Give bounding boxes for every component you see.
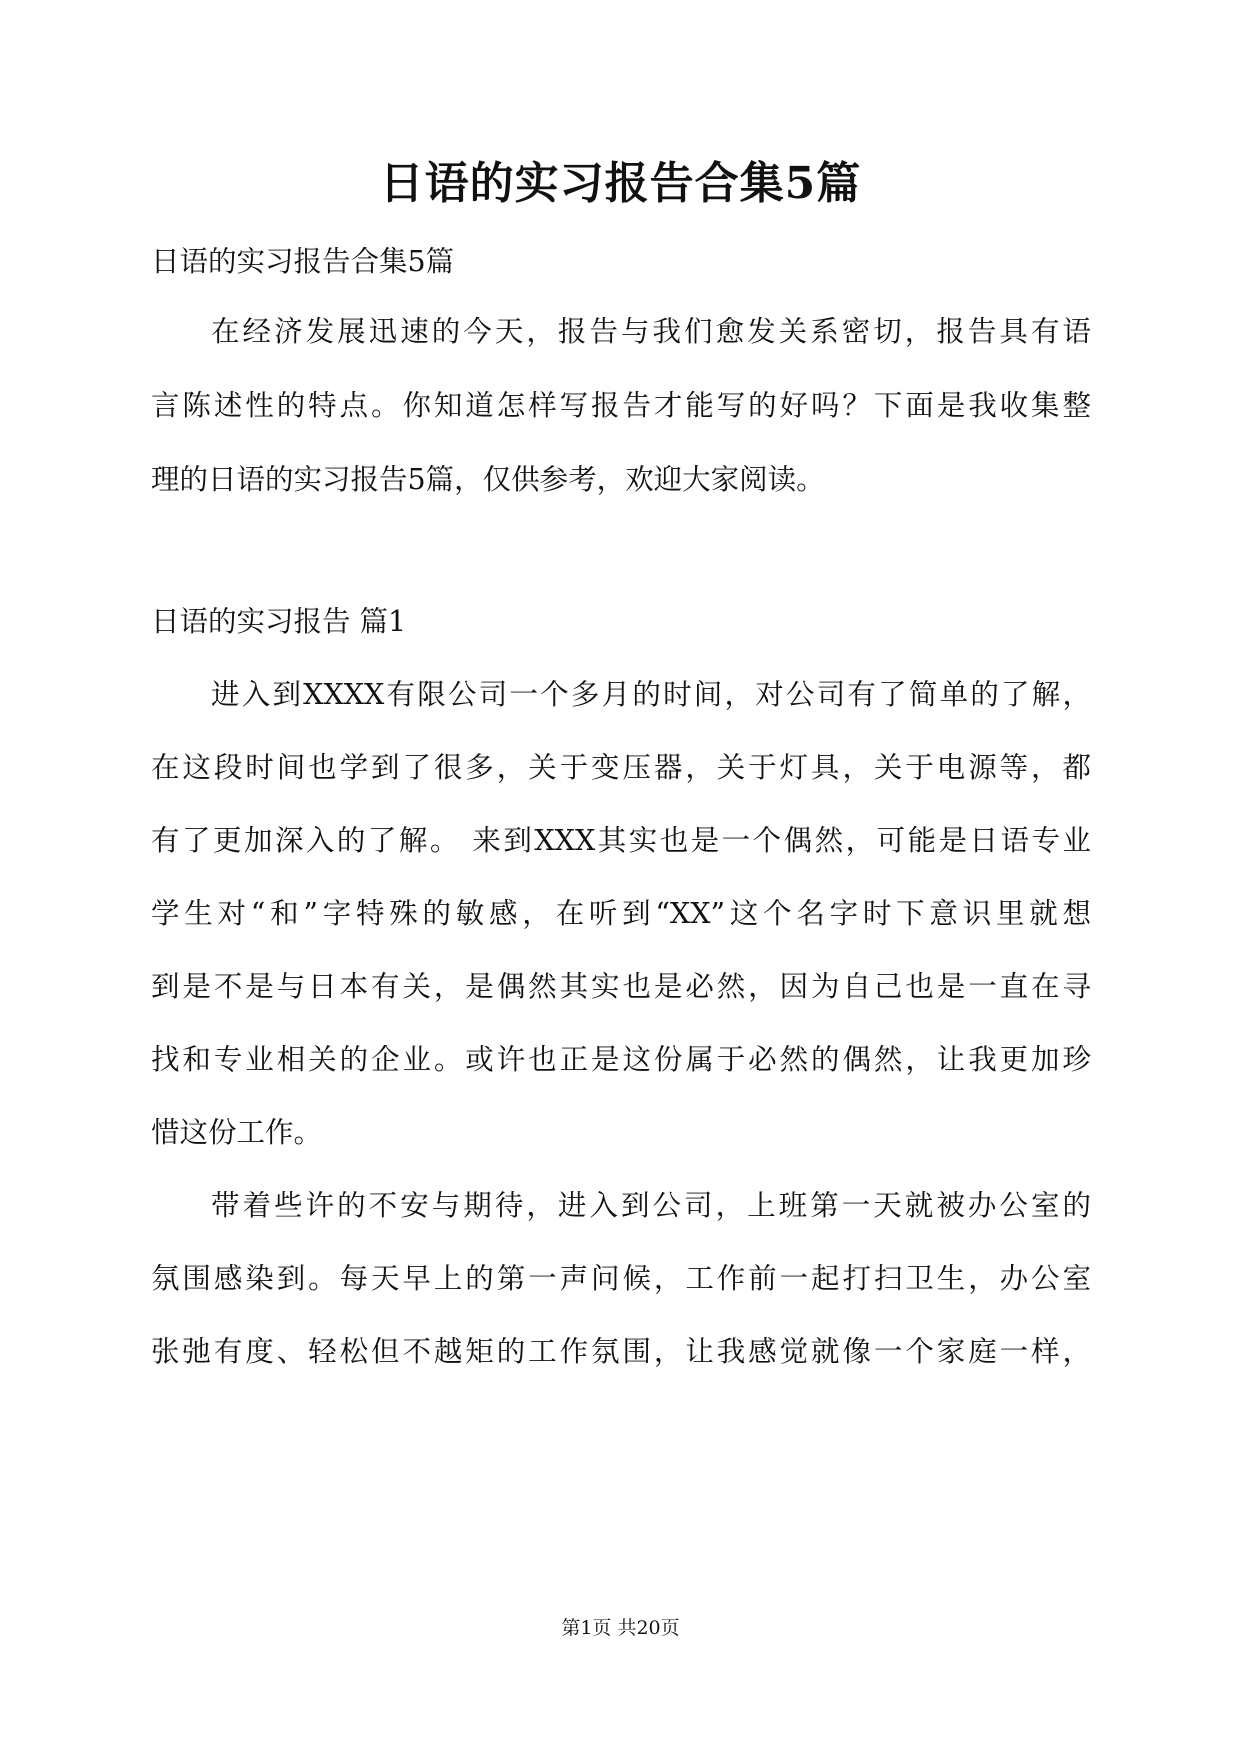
paragraph-line: 进入到XXXX有限公司一个多月的时间，对公司有了简单的了解， — [211, 678, 1091, 711]
paragraph-line: 找和专业相关的企业。或许也正是这份属于必然的偶然，让我更加珍 — [151, 1043, 1091, 1076]
paragraph-line: 氛围感染到。每天早上的第一声问候，工作前一起打扫卫生，办公室 — [151, 1262, 1091, 1295]
document-title: 日语的实习报告合集5篇 — [379, 158, 862, 209]
paragraph-line: 有了更加深入的了解。 来到XXX其实也是一个偶然，可能是日语专业 — [151, 824, 1091, 857]
intro-line: 在经济发展迅速的今天，报告与我们愈发关系密切，报告具有语 — [211, 315, 1091, 348]
paragraph-line: 张弛有度、轻松但不越矩的工作氛围，让我感觉就像一个家庭一样， — [151, 1335, 1091, 1368]
paragraph-line: 学生对“和”字特殊的敏感，在听到“XX”这个名字时下意识里就想 — [151, 897, 1091, 930]
intro-line: 言陈述性的特点。你知道怎样写报告才能写的好吗？下面是我收集整 — [151, 389, 1091, 422]
paragraph-line: 带着些许的不安与期待，进入到公司，上班第一天就被办公室的 — [211, 1189, 1091, 1222]
document-subtitle: 日语的实习报告合集5篇 — [151, 245, 455, 278]
paragraph-line: 惜这份工作。 — [151, 1116, 323, 1149]
paragraph-line: 在这段时间也学到了很多，关于变压器，关于灯具，关于电源等，都 — [151, 751, 1091, 784]
page-footer: 第1页 共20页 — [561, 1617, 680, 1639]
paragraph-line: 到是不是与日本有关，是偶然其实也是必然，因为自己也是一直在寻 — [151, 970, 1091, 1003]
intro-line: 理的日语的实习报告5篇，仅供参考，欢迎大家阅读。 — [151, 463, 825, 496]
section-heading: 日语的实习报告 篇1 — [151, 605, 407, 638]
